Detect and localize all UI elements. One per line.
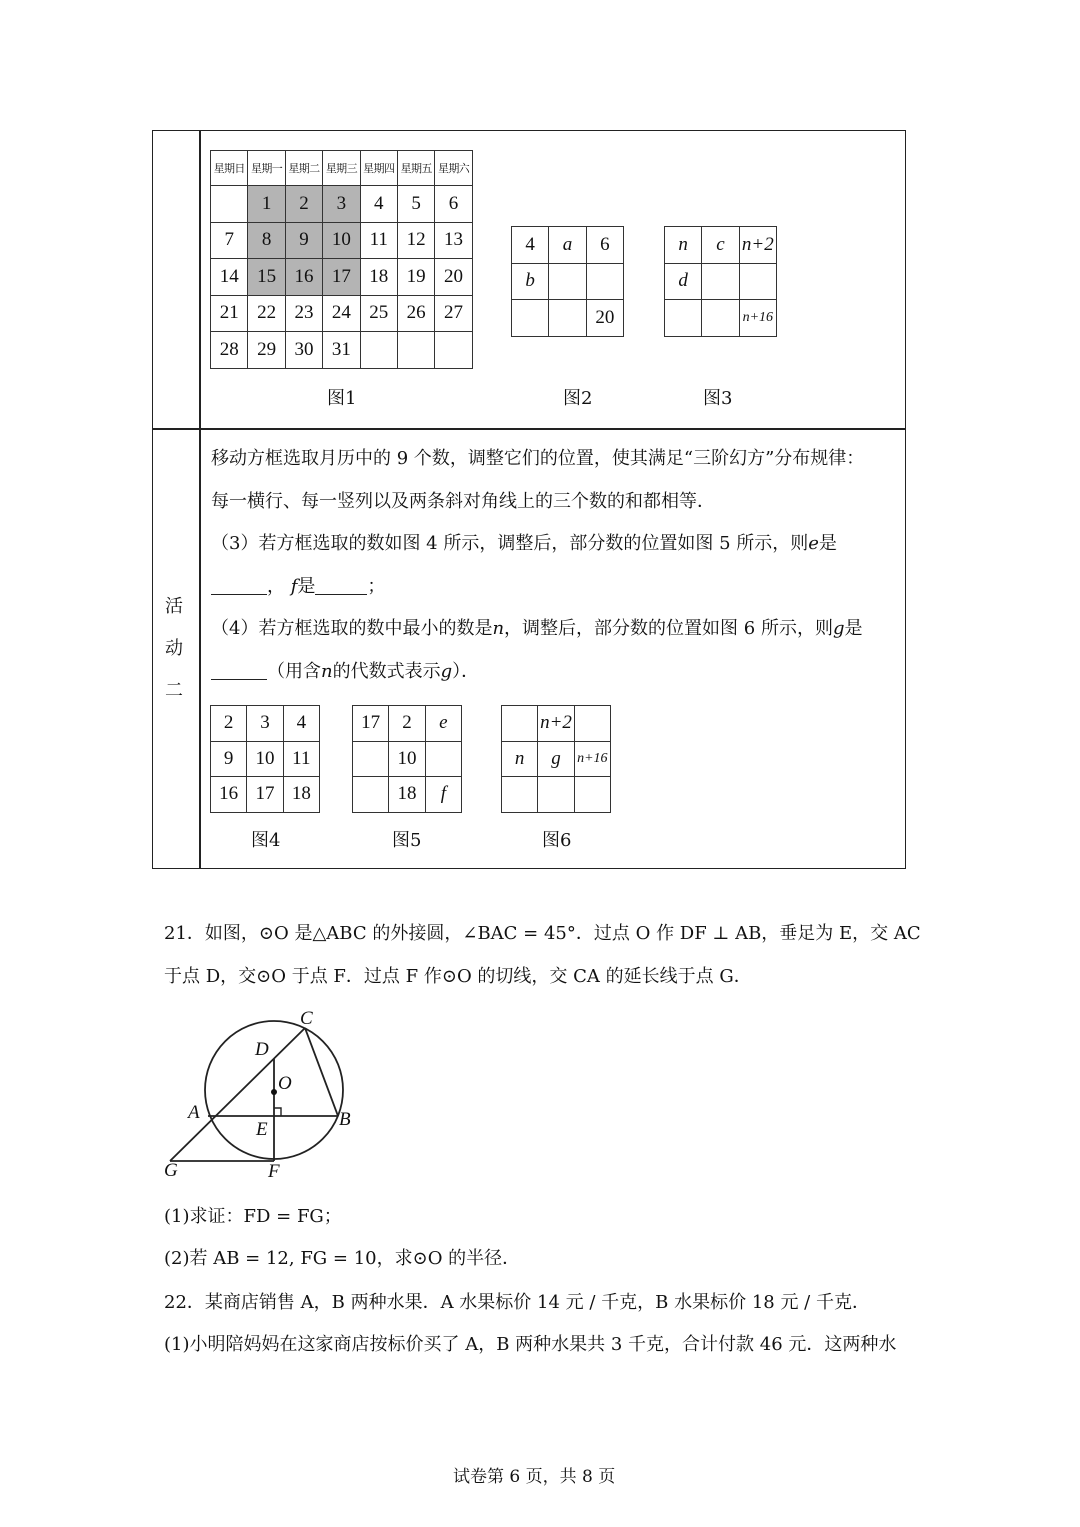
right-angle-mark (274, 1108, 281, 1116)
grid-cell (502, 777, 538, 813)
grid-cell: 31 (323, 332, 360, 369)
grid-cell: 27 (435, 295, 472, 332)
figure-3-caption: 图3 (703, 388, 733, 409)
grid-cell (586, 263, 623, 300)
grid-row (502, 706, 611, 742)
grid-cell: g (538, 741, 574, 777)
grid-cell: 21 (211, 295, 248, 332)
grid-cell: 2 (389, 706, 425, 742)
grid-cell (397, 332, 434, 369)
label-o: O (278, 1073, 292, 1094)
grid-figure-3 (664, 226, 777, 337)
grid-row (353, 741, 462, 777)
grid-row (512, 227, 624, 264)
answer-blank-f[interactable] (315, 576, 367, 595)
grid-figure-4 (210, 705, 320, 813)
grid-cell: 10 (389, 741, 425, 777)
grid-cell: 2 (285, 186, 322, 223)
weekday-header: 星期四 (360, 151, 397, 186)
grid-cell (425, 741, 461, 777)
grid-row (512, 300, 624, 337)
grid-cell: e (425, 706, 461, 742)
grid-cell: 10 (247, 741, 283, 777)
grid-cell: 19 (397, 259, 434, 296)
grid-cell (353, 741, 389, 777)
grid-cell: 16 (285, 259, 322, 296)
question-21-part-1: (1)求证：FD = FG； (164, 1206, 342, 1227)
grid-cell: 23 (285, 295, 322, 332)
segment-gc (170, 1028, 305, 1161)
label-e: E (256, 1119, 268, 1140)
grid-cell (702, 300, 739, 337)
question-21-part-2: (2)若 AB = 12, FG = 10，求⊙O 的半径． (164, 1248, 521, 1269)
grid-cell: 2 (211, 706, 247, 742)
grid-cell: 7 (211, 222, 248, 259)
grid-cell: 12 (397, 222, 434, 259)
grid-cell: 8 (248, 222, 285, 259)
figure-6-caption: 图6 (542, 830, 572, 851)
grid-row (211, 186, 473, 223)
page-footer: 试卷第 6 页，共 8 页 (453, 1467, 616, 1487)
grid-cell (549, 263, 586, 300)
grid-cell: c (702, 227, 739, 264)
grid-row (211, 332, 473, 369)
grid-row (353, 777, 462, 813)
question-4-line1: （4）若方框选取的数中最小的数是n，调整后，部分数的位置如图 6 所示，则g是 (211, 618, 863, 639)
grid-cell (211, 186, 248, 223)
grid-cell: 11 (283, 741, 319, 777)
grid-cell (665, 300, 702, 337)
grid-cell: 17 (247, 777, 283, 813)
grid-cell: 4 (360, 186, 397, 223)
grid-cell: 29 (248, 332, 285, 369)
grid-row (211, 295, 473, 332)
grid-cell: 30 (285, 332, 322, 369)
grid-row (502, 741, 611, 777)
grid-cell: 17 (353, 706, 389, 742)
grid-row (512, 263, 624, 300)
grid-cell: 10 (323, 222, 360, 259)
figure-5-caption: 图5 (392, 830, 422, 851)
grid-cell: 18 (389, 777, 425, 813)
answer-blank-e[interactable] (211, 576, 267, 595)
grid-row (211, 706, 320, 742)
question-22-line1: 22．某商店销售 A，B 两种水果．A 水果标价 14 元 / 千克，B 水果标价 18 元 / 千克． (164, 1292, 870, 1313)
grid-cell: d (665, 263, 702, 300)
question-3-line1: （3）若方框选取的数如图 4 所示，调整后，部分数的位置如图 5 所示，则e是 (211, 533, 837, 554)
grid-row (502, 777, 611, 813)
activity-2-intro-line2: 每一横行、每一竖列以及两条斜对角线上的三个数的和都相等． (211, 491, 715, 512)
figure-2-caption: 图2 (563, 388, 593, 409)
grid-cell: 5 (397, 186, 434, 223)
grid-row (211, 777, 320, 813)
grid-cell: 20 (435, 259, 472, 296)
grid-cell: 18 (283, 777, 319, 813)
grid-cell: 24 (323, 295, 360, 332)
weekday-header: 星期五 (397, 151, 434, 186)
circle-triangle-diagram (150, 1000, 370, 1190)
grid-cell: 3 (247, 706, 283, 742)
question-3-line2: ， f是 ； (211, 576, 385, 598)
weekday-header: 星期六 (435, 151, 472, 186)
grid-cell: 11 (360, 222, 397, 259)
label-g: G (164, 1160, 178, 1181)
grid-cell: 1 (248, 186, 285, 223)
calendar-header-row (211, 151, 473, 186)
grid-cell: 14 (211, 259, 248, 296)
grid-cell (538, 777, 574, 813)
label-a: A (188, 1102, 200, 1123)
grid-cell: 25 (360, 295, 397, 332)
grid-cell: n+2 (739, 227, 776, 264)
question-21-line1: 21．如图，⊙O 是△ABC 的外接圆，∠BAC = 45°．过点 O 作 DF ⊥ AB，垂足为 E，交 AC (164, 923, 921, 944)
grid-cell: 4 (512, 227, 549, 264)
grid-cell: n (665, 227, 702, 264)
grid-cell: a (549, 227, 586, 264)
grid-cell (435, 332, 472, 369)
grid-cell: 4 (283, 706, 319, 742)
grid-cell: 13 (435, 222, 472, 259)
grid-cell (702, 263, 739, 300)
question-4-line2: （用含n的代数式表示g）． (211, 661, 479, 683)
grid-cell: 18 (360, 259, 397, 296)
grid-cell: f (425, 777, 461, 813)
question-21-line2: 于点 D，交⊙O 于点 F．过点 F 作⊙O 的切线，交 CA 的延长线于点 G． (164, 966, 752, 987)
grid-cell: 16 (211, 777, 247, 813)
grid-cell: n+16 (739, 300, 776, 337)
grid-figure-5 (352, 705, 462, 813)
grid-row (665, 227, 777, 264)
grid-cell: n+16 (574, 741, 610, 777)
question-22-line2: (1)小明陪妈妈在这家商店按标价买了 A，B 两种水果共 3 千克，合计付款 46 元．这两种水 (164, 1334, 897, 1355)
grid-cell: 6 (435, 186, 472, 223)
grid-cell: b (512, 263, 549, 300)
grid-row (211, 741, 320, 777)
table-divider-vertical (199, 130, 201, 869)
grid-cell (739, 263, 776, 300)
figure-1-caption: 图1 (327, 388, 357, 409)
label-c: C (300, 1008, 313, 1029)
grid-cell (549, 300, 586, 337)
calendar-figure-1 (210, 150, 473, 369)
grid-cell (574, 706, 610, 742)
grid-cell: 26 (397, 295, 434, 332)
activity-2-intro-line1: 移动方框选取月历中的 9 个数，调整它们的位置，使其满足“三阶幻方”分布规律： (211, 448, 865, 469)
grid-cell: n (502, 741, 538, 777)
grid-cell: 22 (248, 295, 285, 332)
grid-cell: 28 (211, 332, 248, 369)
grid-cell: n+2 (538, 706, 574, 742)
label-b: B (339, 1109, 351, 1130)
grid-cell (512, 300, 549, 337)
grid-cell (574, 777, 610, 813)
grid-cell: 17 (323, 259, 360, 296)
table-divider-horizontal (152, 428, 906, 430)
grid-cell: 3 (323, 186, 360, 223)
activity-2-side-label: 活 动 二 (165, 596, 183, 701)
label-d: D (255, 1039, 269, 1060)
grid-row (665, 300, 777, 337)
grid-row (665, 263, 777, 300)
weekday-header: 星期三 (323, 151, 360, 186)
weekday-header: 星期一 (248, 151, 285, 186)
grid-cell: 6 (586, 227, 623, 264)
grid-row (353, 706, 462, 742)
grid-cell (353, 777, 389, 813)
figure-4-caption: 图4 (251, 830, 281, 851)
grid-cell: 9 (285, 222, 322, 259)
grid-cell (502, 706, 538, 742)
grid-cell (360, 332, 397, 369)
grid-row (211, 222, 473, 259)
center-point-o (271, 1089, 277, 1095)
label-f: F (268, 1161, 280, 1182)
answer-blank-g[interactable] (211, 661, 267, 680)
grid-cell: 9 (211, 741, 247, 777)
grid-figure-2 (511, 226, 624, 337)
grid-cell: 15 (248, 259, 285, 296)
weekday-header: 星期日 (211, 151, 248, 186)
weekday-header: 星期二 (285, 151, 322, 186)
grid-row (211, 259, 473, 296)
grid-figure-6 (501, 705, 611, 813)
grid-cell: 20 (586, 300, 623, 337)
